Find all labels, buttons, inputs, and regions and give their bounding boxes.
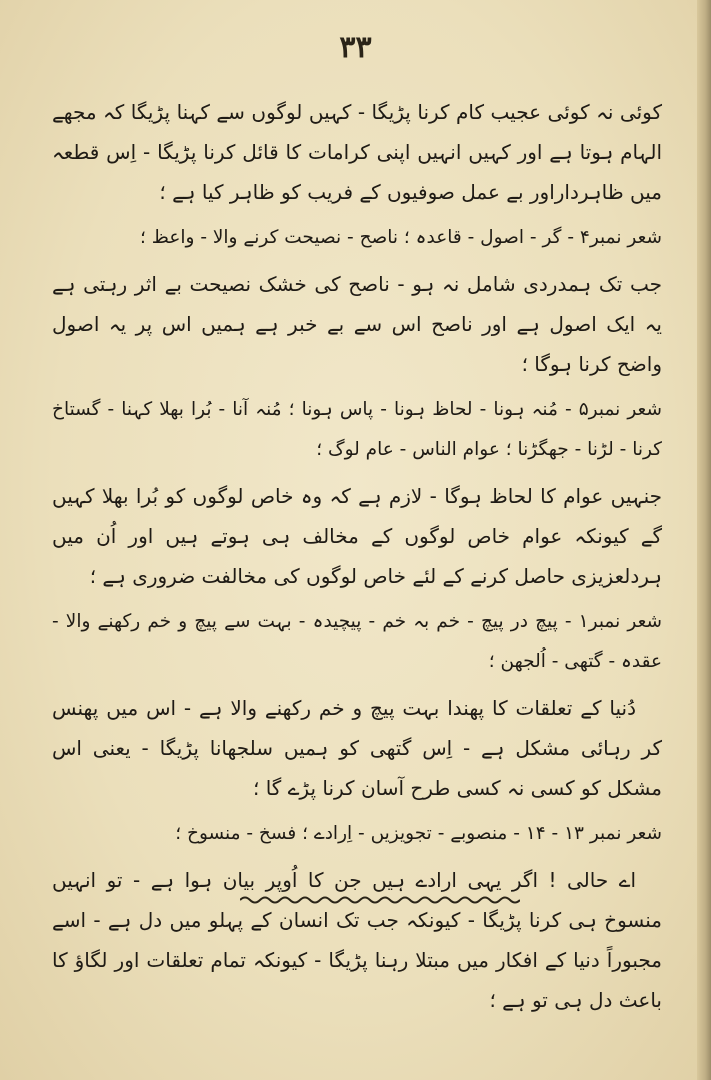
verse-glossary-13-14: شعر نمبر ۱۳ - ۱۴ - منصوبے - تجویزیں - اِرادے ؛ فسخ - منسوخ ؛ xyxy=(175,823,662,844)
paragraph-commentary-2: جب تک ہمدردی شامل نہ ہو - ناصح کی خشک نصیحت بے اثر رہتی ہے یہ ایک اصول ہے اور ناصح اس سے بے خبر ہے ہمیں اس پر یہ اصول واضح کرنا ہوگا ؛ xyxy=(52,272,662,376)
paragraph-commentary-3: جنہیں عوام کا لحاظ ہوگا - لازم ہے کہ وہ خاص لوگوں کو بُرا بھلا کہیں گے کیونکہ عوام خاص لوگوں کے مخالف ہی ہوتے ہیں اور اُن میں ہردلعزیزی حاصل کرنے کے لئے خاص لوگوں کی مخالفت ضروری ہے ؛ xyxy=(52,484,662,588)
paragraph-commentary-1: کوئی نہ کوئی عجیب کام کرنا پڑیگا - کہیں لوگوں سے کہنا پڑیگا کہ مجھے الہام ہوتا ہے اور کہیں انہیں اپنی کرامات کا قائل کرنا پڑیگا - اِس قطعہ میں ظاہرداراور بے عمل صوفیوں کے فریب کو ظاہر کیا ہے ؛ xyxy=(52,100,662,204)
paragraph-commentary-5: اے حالی ! اگر یہی ارادے ہیں جن کا اُوپر بیان ہوا ہے - تو انہیں منسوخ ہی کرنا پڑیگا - کیونکہ جب تک انسان کے پہلو میں دل ہے - اسے مجبوراً دنیا کے افکار میں مبتلا رہنا پڑیگا - کیونکہ تمام تعلقات اور لگاؤ کا باعث دل ہی تو ہے ؛ xyxy=(52,868,662,1012)
page-binding-edge xyxy=(697,0,711,1080)
wavy-divider xyxy=(240,893,520,907)
verse-glossary-4: شعر نمبر۴ - گر - اصول - قاعدہ ؛ ناصح - نصیحت کرنے والا - واعظ ؛ xyxy=(140,227,662,248)
page-number: ۳۳ xyxy=(339,30,372,65)
page-body xyxy=(52,92,662,1026)
paragraph-commentary-4: دُنیا کے تعلقات کا پھندا بہت پیچ و خم رکھنے والا ہے - اس میں پھنس کر رہائی مشکل ہے - اِس گتھی کو ہمیں سلجھانا پڑیگا - یعنی اس مشکل کو کسی نہ کسی طرح آسان کرنا پڑے گا ؛ xyxy=(52,696,663,800)
verse-glossary-5: شعر نمبر۵ - مُنہ ہونا - لحاظ ہونا - پاس ہونا ؛ مُنہ آنا - بُرا بھلا کہنا - گستاخ کرنا - لڑنا - جھگڑنا ؛ عوام الناس - عام لوگ ؛ xyxy=(52,399,662,460)
verse-glossary-11: شعر نمبر۱ - پیچ در پیچ - خم بہ خم - پیچیدہ - بہت سے پیچ و خم رکھنے والا - عقدہ - گتھی - اُلجھن ؛ xyxy=(52,611,662,672)
